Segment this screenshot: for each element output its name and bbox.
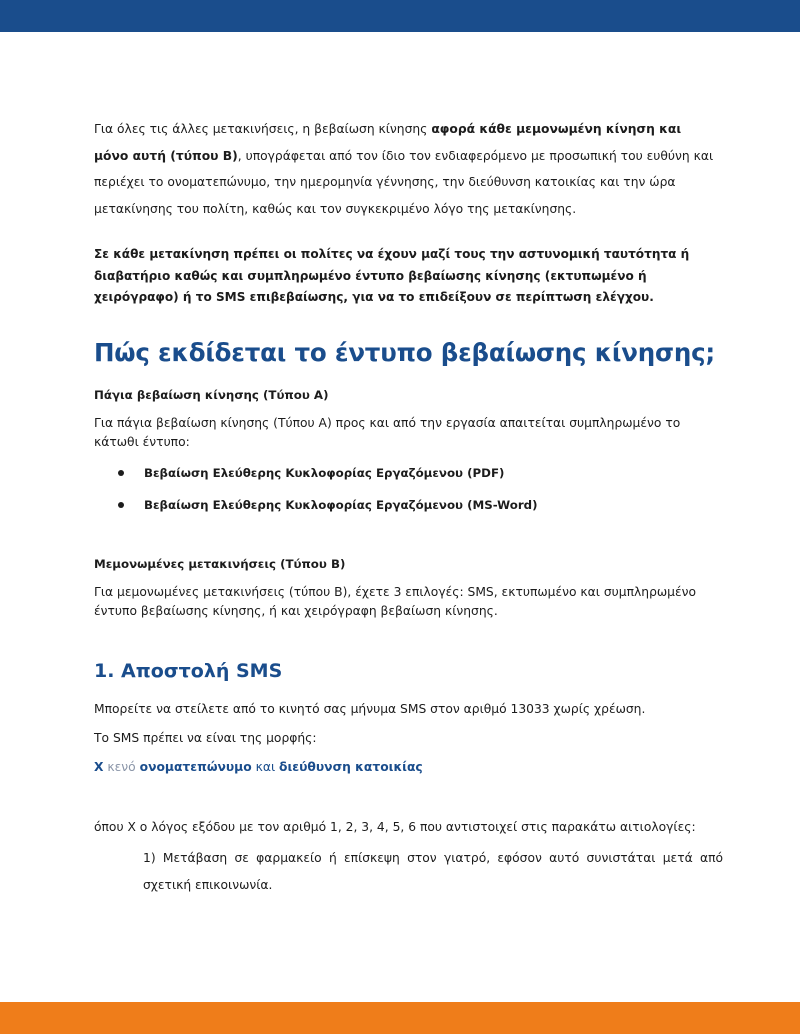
form-link-word-label[interactable]: Βεβαίωση Ελεύθερης Κυκλοφορίας Εργαζόμενου (MS-Word) — [144, 498, 538, 512]
intro-text: Για όλες τις άλλες μετακινήσεις, η βεβαίωση κίνησης — [94, 122, 432, 136]
sms-format-and: και — [255, 760, 276, 774]
intro-paragraph — [94, 116, 718, 222]
warning-paragraph: Σε κάθε μετακίνηση πρέπει οι πολίτες να έχουν μαζί τους την αστυνομική ταυτότητα ή διαβατήριο καθώς και συμπληρωμένο έντυπο βεβαίωσης κίνησης (εκτυπωμένο ή χειρόγραφο) ή το SMS επιβεβαίωσης, για να το επιδείξουν σε περίπτωση ελέγχου. — [94, 247, 690, 304]
intro-bold-text: αφορά κάθε μεμονωμένη κίνηση και μόνο αυτή (τύπου Β) — [94, 122, 682, 163]
page-heading: Πώς εκδίδεται το έντυπο βεβαίωσης κίνησης; — [94, 338, 716, 367]
sms-line-1: Μπορείτε να στείλετε από το κινητό σας μήνυμα SMS στον αριθμό 13033 χωρίς χρέωση. — [94, 702, 646, 716]
type-a-title: Πάγια βεβαίωση κίνησης (Τύπου Α) — [94, 388, 329, 402]
sms-format-x: Χ — [94, 760, 104, 774]
bullet-icon — [118, 470, 124, 476]
header-bar — [0, 0, 800, 32]
type-b-title: Μεμονωμένες μετακινήσεις (Τύπου Β) — [94, 557, 346, 571]
intro-text-rest: , υπογράφεται από τον ίδιο τον ενδιαφερόμενο με προσωπική του ευθύνη και περιέχει το ονοματεπώνυμο, την ημερομηνία γέννησης, την διεύθυνση κατοικίας και την ώρα μετακίνησης του πολίτη, καθώς και τον συγκεκριμένο λόγο της μετακίνησης. — [94, 148, 714, 216]
footer-bar — [0, 1002, 800, 1034]
form-link-word[interactable] — [94, 495, 537, 527]
type-a-text: Για πάγια βεβαίωση κίνησης (Τύπου Α) προς και από την εργασία απαιτείται συμπληρωμένο το κάτωθι έντυπο: — [94, 416, 681, 449]
sms-format-address: διεύθυνση κατοικίας — [279, 760, 423, 774]
sms-format-space: κενό — [107, 760, 136, 774]
form-link-pdf-label[interactable]: Βεβαίωση Ελεύθερης Κυκλοφορίας Εργαζόμενου (PDF) — [144, 466, 505, 480]
type-b-text: Για μεμονωμένες μετακινήσεις (τύπου Β), έχετε 3 επιλογές: SMS, εκτυπωμένο και συμπληρωμένο έντυπο βεβαίωσης κίνησης, ή και χειρόγραφη βεβαίωση κίνησης. — [94, 585, 697, 618]
sms-format-name: ονοματεπώνυμο — [139, 760, 252, 774]
form-links-list — [94, 463, 537, 527]
reason-1: 1) Μετάβαση σε φαρμακείο ή επίσκεψη στον γιατρό, εφόσον αυτό συνιστάται μετά από σχετική επικοινωνία. — [143, 851, 723, 892]
bullet-icon — [118, 502, 124, 508]
sms-heading: 1. Αποστολή SMS — [94, 660, 283, 682]
reasons-intro: όπου Χ ο λόγος εξόδου με τον αριθμό 1, 2, 3, 4, 5, 6 που αντιστοιχεί στις παρακάτω αιτιολογίες: — [94, 820, 696, 834]
form-link-pdf[interactable] — [94, 463, 537, 495]
sms-format — [94, 760, 423, 774]
sms-line-2: Το SMS πρέπει να είναι της μορφής: — [94, 731, 317, 745]
